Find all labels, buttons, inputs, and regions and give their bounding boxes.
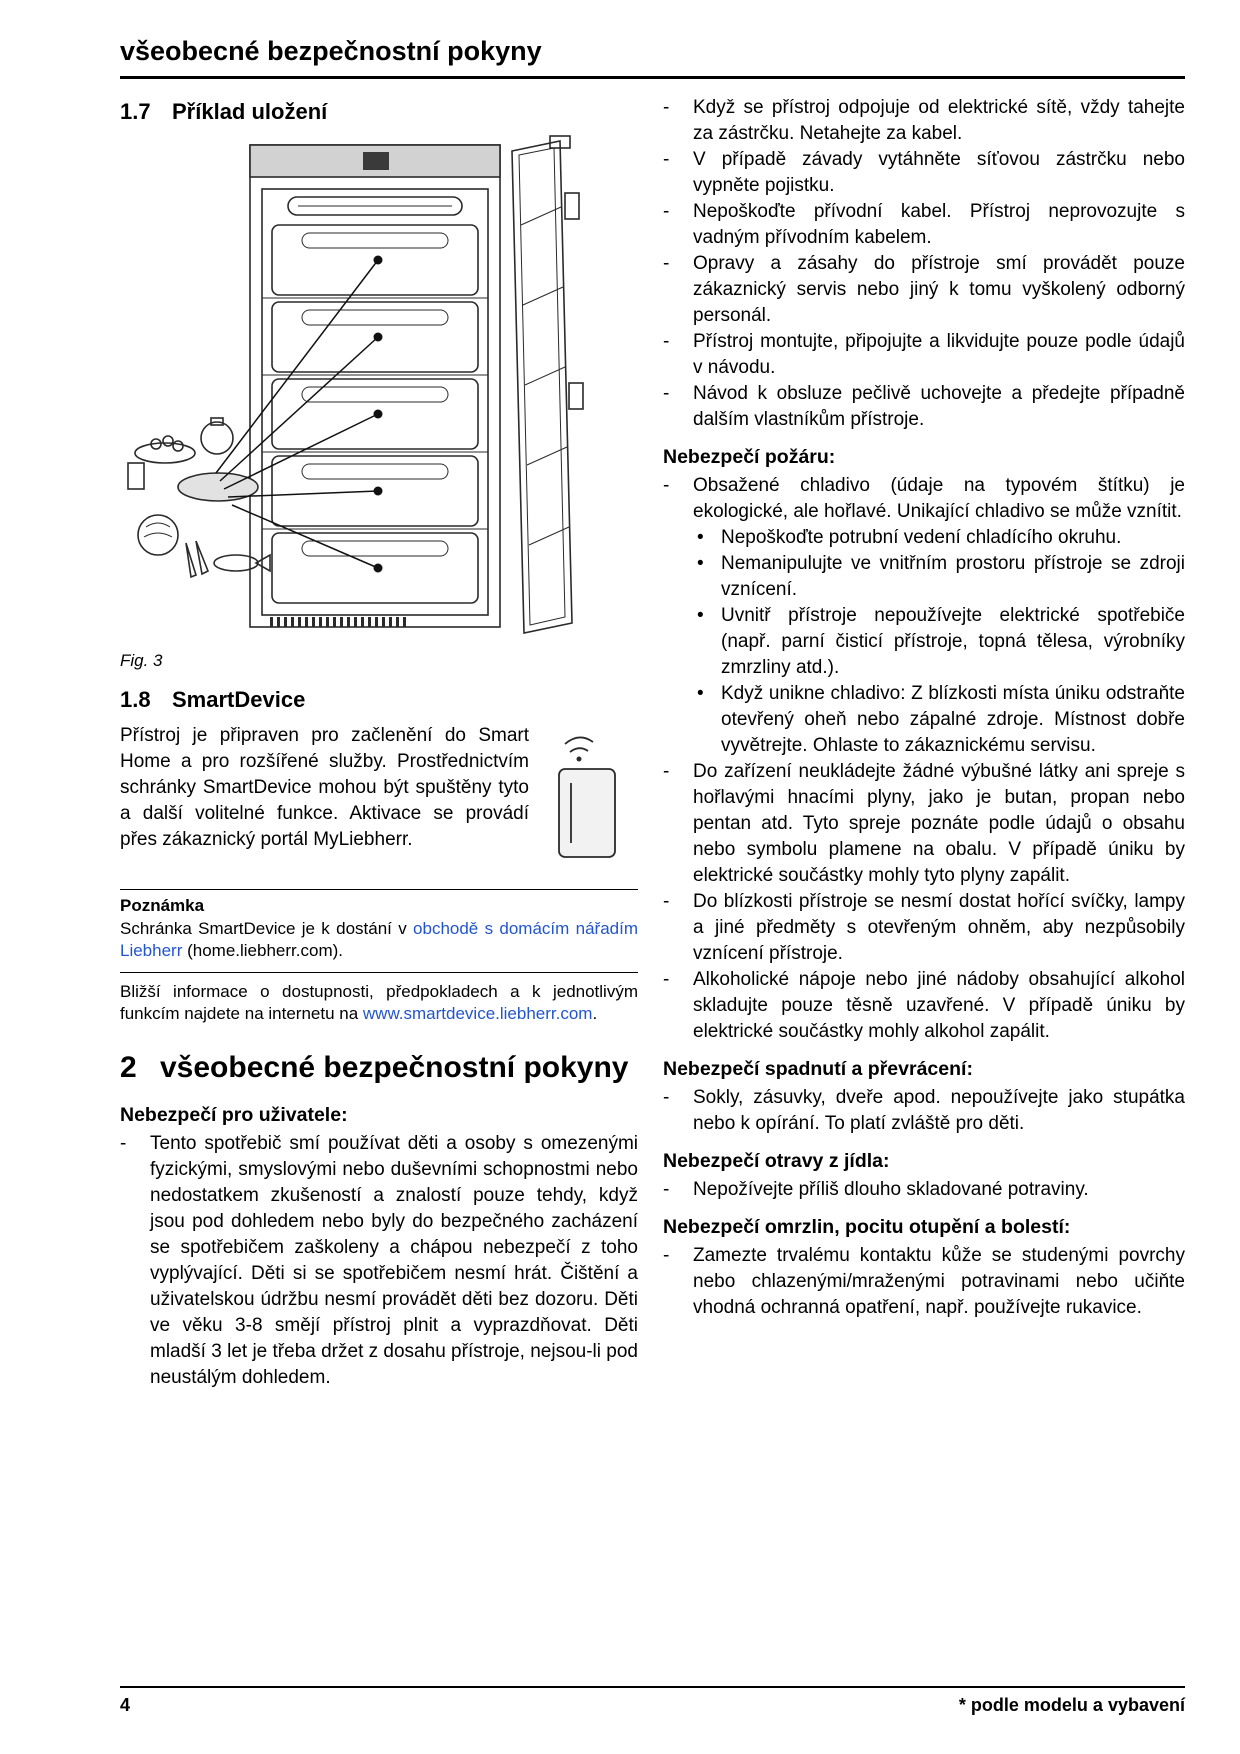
frostbite-heading: Nebezpečí omrzlin, pocitu otupění a bolestí: — [663, 1216, 1071, 1238]
page-number: 4 — [120, 1695, 131, 1715]
cabinet — [250, 145, 500, 627]
dash-marker: - — [663, 383, 670, 404]
device-panel — [559, 769, 615, 857]
note-divider-bottom — [120, 972, 638, 973]
info-text-before: Bližší informace o dostupnosti, předpokladech a k jednotlivým funkcím najdete na internetu na — [120, 982, 638, 1023]
dash-marker: - — [663, 475, 670, 496]
dash-marker: - — [663, 201, 670, 222]
dash-marker: - — [663, 149, 670, 170]
bullet-marker: • — [697, 683, 704, 704]
smartdevice-illustration — [543, 723, 638, 863]
dash-marker: - — [663, 253, 670, 274]
dash-marker: - — [663, 891, 670, 912]
figure-caption: Fig. 3 — [120, 651, 163, 670]
section-title: SmartDevice — [172, 687, 306, 712]
list-item: - Zamezte trvalému kontaktu kůže se studenými povrchy nebo chlazenými/mraženými potravinami nebo učiňte vhodná ochranná opatření, např. používejte rukavice. — [663, 1243, 1185, 1321]
info-paragraph — [120, 981, 638, 1025]
info-text-after: . — [592, 1004, 598, 1023]
dash-marker: - — [663, 761, 670, 782]
note-paragraph — [120, 918, 638, 962]
wifi-icon — [565, 737, 593, 761]
list-item: - Opravy a zásahy do přístroje smí provádět pouze zákaznický servis nebo jiný k tomu vyškolený odborný personál. — [663, 251, 1185, 329]
sub-list-item: • Nemanipulujte ve vnitřním prostoru přístroje se zdroji vznícení. — [697, 551, 1185, 603]
left-column — [120, 95, 638, 1391]
sub-list-item: • Uvnitř přístroje nepoužívejte elektrické spotřebiče (např. parní čisticí přístroje, topná tělesa, výrobníky zmrzliny atd.). — [697, 603, 1185, 681]
note-title: Poznámka — [120, 896, 205, 915]
list-item: - V případě závady vytáhněte síťovou zástrčku nebo vypněte pojistku. — [663, 147, 1185, 199]
section-1-8-heading — [120, 687, 638, 713]
page-header — [120, 36, 1185, 79]
dash-marker: - — [663, 1245, 670, 1266]
section-title: Příklad uložení — [172, 99, 328, 124]
list-item: - Návod k obsluze pečlivě uchovejte a předejte případně dalším vlastníkům přístroje. — [663, 381, 1185, 433]
fall-danger-heading: Nebezpečí spadnutí a převrácení: — [663, 1058, 973, 1080]
smartdevice-website-link[interactable]: www.smartdevice.liebherr.com — [362, 1004, 593, 1023]
sub-list-item: • Nepoškoďte potrubní vedení chladícího okruhu. — [697, 525, 1185, 551]
list-item: - Do blízkosti přístroje se nesmí dostat hořící svíčky, lampy a jiné předměty s otevřeným ohněm, aby nezpůsobily vznícení přístroje. — [663, 889, 1185, 967]
open-door — [512, 136, 583, 633]
right-column — [663, 95, 1185, 1391]
section-title: všeobecné bezpečnostní pokyny — [160, 1051, 629, 1084]
note-divider-top — [120, 889, 638, 890]
dash-marker: - — [663, 1179, 670, 1200]
list-item: - Do zařízení neukládejte žádné výbušné látky ani spreje s hořlavými hnacími plyny, jako je butan, propan nebo pentan atd. Tyto spreje poznáte podle údajů o obsahu nebo symbolu plamene na obalu. V případě úniku by elektrické součástky mohly tyto plyny zapálit. — [663, 759, 1185, 889]
fire-danger-heading: Nebezpečí požáru: — [663, 446, 836, 468]
food-items — [128, 418, 270, 577]
list-item: - Když se přístroj odpojuje od elektrické sítě, vždy tahejte za zástrčku. Netahejte za kabel. — [663, 95, 1185, 147]
food-poisoning-heading: Nebezpečí otravy z jídla: — [663, 1150, 890, 1172]
page-title: všeobecné bezpečnostní pokyny — [120, 36, 542, 66]
page-footer — [120, 1686, 1185, 1716]
user-danger-heading: Nebezpečí pro uživatele: — [120, 1104, 348, 1126]
bullet-marker: • — [697, 553, 704, 574]
section-number: 2 — [120, 1051, 137, 1084]
note-text-after: (home.liebherr.com). — [182, 941, 343, 960]
bullet-marker: • — [697, 527, 704, 548]
freezer-illustration — [120, 135, 635, 640]
liebherr-store-link[interactable]: obchodě s domácím nářadím Liebherr — [120, 919, 638, 960]
sub-list-item: • Když unikne chladivo: Z blízkosti místa úniku odstraňte otevřený oheň nebo zápalné zdroje. Místnost dobře vyvětrejte. Ohlaste to zákaznickému servisu. — [697, 681, 1185, 759]
list-item: - Nepožívejte příliš dlouho skladované potraviny. — [663, 1177, 1185, 1203]
list-item: - Přístroj montujte, připojujte a likvidujte pouze podle údajů v návodu. — [663, 329, 1185, 381]
list-item: - Sokly, zásuvky, dveře apod. nepoužívejte jako stupátka nebo k opírání. To platí zvláště pro děti. — [663, 1085, 1185, 1137]
section-number: 1.7 — [120, 99, 151, 124]
model-note: * podle modelu a vybavení — [958, 1695, 1185, 1715]
smartdevice-paragraph: Přístroj je připraven pro začlenění do Smart Home a pro rozšířené služby. Prostřednictvím schránky SmartDevice mohou být spuštěny tyto a další volitelné funkce. Aktivace se provádí přes zákaznický portál MyLiebherr. — [120, 725, 529, 850]
note-text-before: Schránka SmartDevice je k dostání v — [120, 919, 414, 938]
list-item: - Tento spotřebič smí používat děti a osoby s omezenými fyzickými, smyslovými nebo duševními schopnostmi nebo nedostatkem zkušeností a znalostí pouze tehdy, když jsou pod dohledem nebo byly do bezpečného zacházení se spotřebičem zaškoleny a chápou nebezpečí z toho vyplývající. Děti si se spotřebičem nesmí hrát. Čištění a uživatelskou údržbu nesmí provádět děti bez dozoru. Děti ve věku 3-8 smějí přístroj plnit a vyprazdňovat. Děti mladší 3 let je třeba držet z dosahu přístroje, nejsou-li pod neustálým dohledem. — [120, 1131, 638, 1391]
storage-example-figure — [120, 135, 638, 645]
dash-marker: - — [663, 969, 670, 990]
list-item: - Alkoholické nápoje nebo jiné nádoby obsahující alkohol skladujte pouze těsně uzavřené. V případě úniku by elektrické součástky mohly alkohol zapálit. — [663, 967, 1185, 1045]
section-number: 1.8 — [120, 687, 151, 712]
note-block — [120, 889, 638, 1025]
footer-row — [120, 1695, 1185, 1716]
header-divider — [120, 76, 1185, 79]
dash-marker: - — [120, 1133, 127, 1154]
dash-marker: - — [663, 97, 670, 118]
dash-marker: - — [663, 331, 670, 352]
dash-marker: - — [663, 1087, 670, 1108]
smartdevice-block — [120, 723, 638, 869]
section-2-heading — [120, 1045, 638, 1091]
bullet-marker: • — [697, 605, 704, 626]
section-1-7-heading — [120, 99, 638, 125]
content-columns — [120, 95, 1185, 1391]
list-item: - Nepoškoďte přívodní kabel. Přístroj neprovozujte s vadným přívodním kabelem. — [663, 199, 1185, 251]
list-item: - Obsažené chladivo (údaje na typovém štítku) je ekologické, ale hořlavé. Unikající chladivo se může vznítit. — [663, 473, 1185, 525]
footer-divider — [120, 1686, 1185, 1688]
